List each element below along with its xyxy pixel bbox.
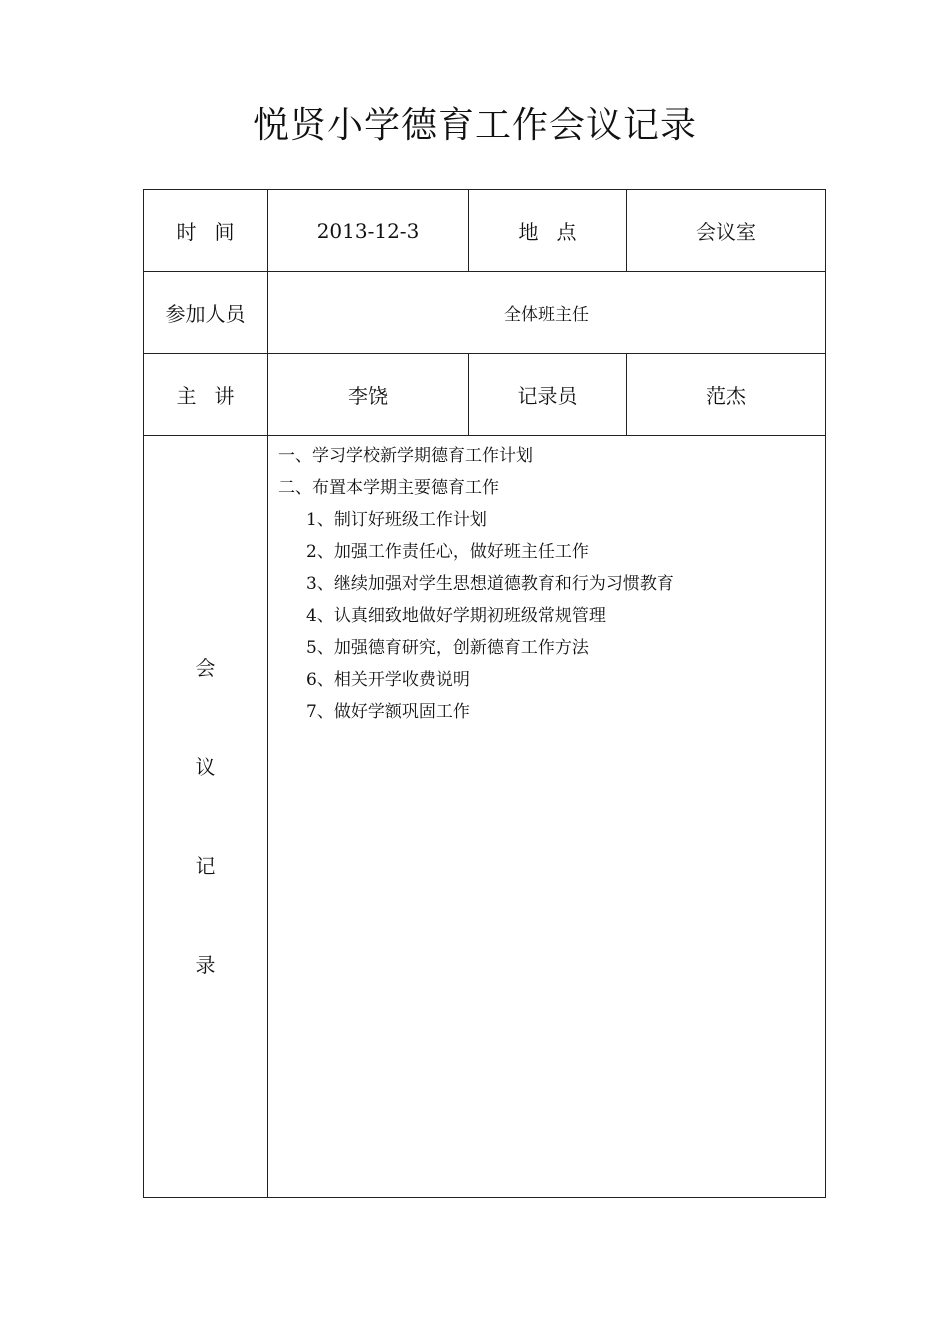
time-value: 2013-12-3 xyxy=(316,218,420,243)
speaker-label-cell xyxy=(144,354,268,436)
time-label: 时间 xyxy=(176,220,253,244)
notes-label-char: 会 xyxy=(195,655,216,680)
notes-label-char: 录 xyxy=(195,952,216,977)
speaker-value: 李饶 xyxy=(348,384,388,408)
notes-row xyxy=(144,436,826,1198)
time-place-row xyxy=(144,190,826,272)
notes-item: 一、学习学校新学期德育工作计划 xyxy=(278,446,533,466)
place-value-cell xyxy=(627,190,826,272)
time-value-cell xyxy=(268,190,469,272)
notes-subitem: 4、认真细致地做好学期初班级常规管理 xyxy=(306,606,606,626)
place-label: 地点 xyxy=(518,220,595,244)
recorder-value: 范杰 xyxy=(706,384,746,408)
notes-subitem: 1、制订好班级工作计划 xyxy=(306,510,487,530)
speaker-label: 主讲 xyxy=(176,384,253,408)
document-title: 悦贤小学德育工作会议记录 xyxy=(252,105,697,146)
notes-subitem: 6、相关开学收费说明 xyxy=(306,670,470,690)
recorder-label: 记录员 xyxy=(517,384,578,408)
recorder-label-cell xyxy=(469,354,627,436)
place-value: 会议室 xyxy=(696,220,756,244)
attendees-label: 参加人员 xyxy=(165,302,246,326)
time-label-cell xyxy=(144,190,268,272)
place-label-cell xyxy=(469,190,627,272)
speaker-recorder-row xyxy=(144,354,826,436)
notes-subitem: 2、加强工作责任心，做好班主任工作 xyxy=(306,542,589,562)
speaker-value-cell xyxy=(268,354,469,436)
attendees-value: 全体班主任 xyxy=(504,305,589,325)
recorder-value-cell xyxy=(627,354,826,436)
notes-label-char: 记 xyxy=(195,853,216,878)
notes-subitem: 7、做好学额巩固工作 xyxy=(306,702,470,722)
attendees-value-cell xyxy=(268,272,826,354)
attendees-label-cell xyxy=(144,272,268,354)
meeting-record-table xyxy=(143,189,826,1198)
notes-subitem: 3、继续加强对学生思想道德教育和行为习惯教育 xyxy=(306,574,674,594)
attendees-row xyxy=(144,272,826,354)
notes-subitem: 5、加强德育研究，创新德育工作方法 xyxy=(306,638,589,658)
notes-content-cell xyxy=(268,436,826,1198)
notes-item: 二、布置本学期主要德育工作 xyxy=(278,478,499,498)
notes-label-cell xyxy=(144,436,268,1198)
notes-label-char: 议 xyxy=(195,754,216,779)
